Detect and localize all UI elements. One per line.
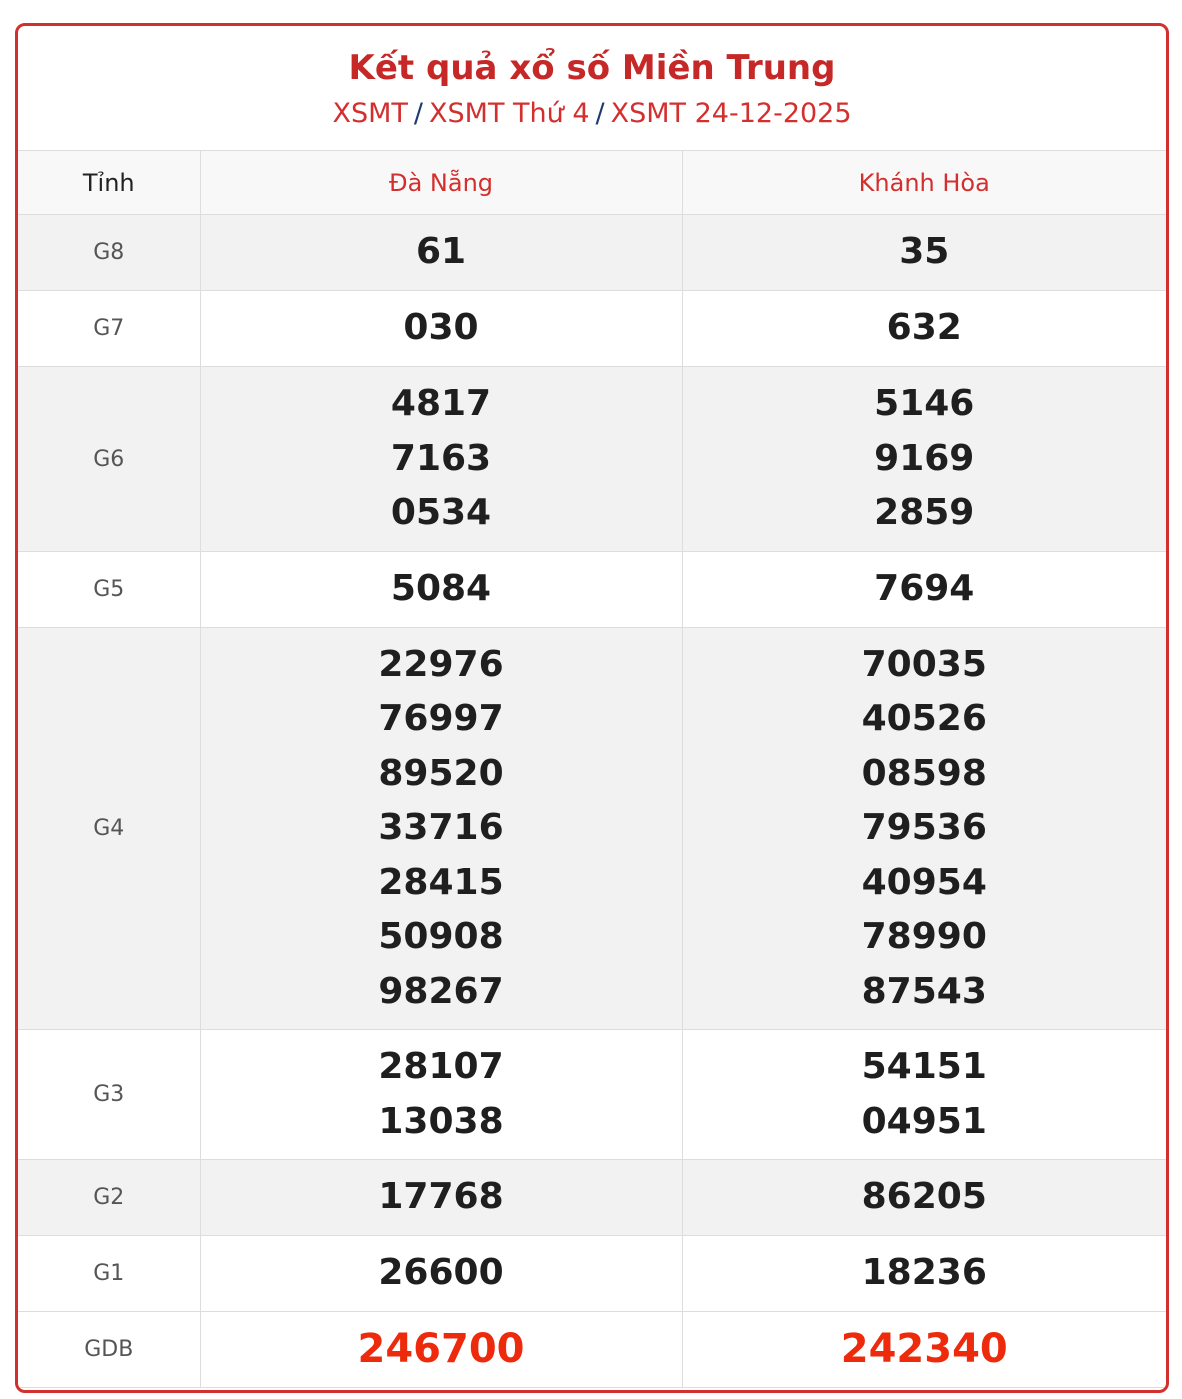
prize-row-g2 bbox=[18, 1160, 1166, 1236]
result-cell-khanh-hoa bbox=[682, 291, 1166, 367]
result-number: 7163 bbox=[390, 437, 492, 479]
prize-row-g3 bbox=[18, 1030, 1166, 1160]
prize-row-g4 bbox=[18, 628, 1166, 1030]
results-table bbox=[18, 150, 1166, 1388]
result-number: 28415 bbox=[378, 861, 504, 903]
prize-row-g8 bbox=[18, 215, 1166, 291]
result-cell-khanh-hoa bbox=[682, 1160, 1166, 1236]
result-number: 35 bbox=[899, 231, 950, 273]
column-header-khanh-hoa[interactable]: Khánh Hòa bbox=[682, 151, 1166, 215]
result-cell-da-nang bbox=[200, 367, 682, 552]
result-number: 40526 bbox=[861, 698, 987, 740]
result-number: 0534 bbox=[390, 492, 492, 534]
prize-label: GDB bbox=[18, 1312, 200, 1388]
prize-label: G8 bbox=[18, 215, 200, 291]
result-cell-da-nang bbox=[200, 628, 682, 1030]
result-cell-da-nang bbox=[200, 215, 682, 291]
breadcrumb-link-weekday[interactable]: XSMT Thứ 4 bbox=[429, 98, 590, 129]
prize-row-g1 bbox=[18, 1236, 1166, 1312]
breadcrumb bbox=[18, 96, 1166, 132]
table-header-row bbox=[18, 151, 1166, 215]
result-number: 28107 bbox=[378, 1046, 504, 1088]
result-cell-khanh-hoa bbox=[682, 628, 1166, 1030]
result-cell-da-nang bbox=[200, 552, 682, 628]
result-number: 79536 bbox=[861, 807, 987, 849]
result-cell-khanh-hoa bbox=[682, 1030, 1166, 1160]
prize-label: G2 bbox=[18, 1160, 200, 1236]
result-number: 40954 bbox=[861, 861, 987, 903]
result-cell-khanh-hoa bbox=[682, 552, 1166, 628]
result-number: 2859 bbox=[874, 492, 975, 534]
result-number: 50908 bbox=[378, 916, 504, 958]
special-result-cell-khanh-hoa bbox=[682, 1312, 1166, 1388]
prize-row-g7 bbox=[18, 291, 1166, 367]
result-number: 87543 bbox=[861, 970, 987, 1012]
column-header-province-label: Tỉnh bbox=[18, 151, 200, 215]
result-number: 22976 bbox=[378, 644, 504, 686]
prize-row-g5 bbox=[18, 552, 1166, 628]
prize-label: G1 bbox=[18, 1236, 200, 1312]
breadcrumb-separator: / bbox=[413, 98, 424, 129]
result-cell-khanh-hoa bbox=[682, 367, 1166, 552]
special-result-number: 242340 bbox=[840, 1326, 1008, 1373]
breadcrumb-link-xsmt[interactable]: XSMT bbox=[332, 98, 408, 129]
special-result-cell-da-nang bbox=[200, 1312, 682, 1388]
result-number: 13038 bbox=[378, 1100, 504, 1142]
prize-label: G4 bbox=[18, 628, 200, 1030]
special-result-number: 246700 bbox=[357, 1326, 525, 1373]
result-number: 5084 bbox=[390, 568, 492, 610]
prize-label: G3 bbox=[18, 1030, 200, 1160]
result-number: 04951 bbox=[861, 1100, 987, 1142]
result-number: 18236 bbox=[861, 1252, 987, 1294]
result-number: 7694 bbox=[874, 568, 975, 610]
result-number: 89520 bbox=[378, 752, 504, 794]
result-number: 17768 bbox=[378, 1176, 504, 1218]
result-number: 08598 bbox=[861, 752, 987, 794]
result-number: 78990 bbox=[861, 916, 987, 958]
result-number: 70035 bbox=[861, 644, 987, 686]
result-cell-da-nang bbox=[200, 1160, 682, 1236]
result-number: 030 bbox=[403, 307, 479, 349]
prize-label: G7 bbox=[18, 291, 200, 367]
result-number: 632 bbox=[886, 307, 962, 349]
result-number: 86205 bbox=[861, 1176, 987, 1218]
result-number: 5146 bbox=[874, 383, 975, 425]
result-number: 76997 bbox=[378, 698, 504, 740]
page-title: Kết quả xổ số Miền Trung bbox=[348, 48, 836, 88]
result-cell-da-nang bbox=[200, 291, 682, 367]
prize-row-g6 bbox=[18, 367, 1166, 552]
result-number: 9169 bbox=[874, 437, 975, 479]
result-number: 98267 bbox=[378, 970, 504, 1012]
result-cell-da-nang bbox=[200, 1236, 682, 1312]
column-header-da-nang[interactable]: Đà Nẵng bbox=[200, 151, 682, 215]
result-number: 4817 bbox=[390, 383, 492, 425]
prize-label: G5 bbox=[18, 552, 200, 628]
result-cell-khanh-hoa bbox=[682, 215, 1166, 291]
result-cell-da-nang bbox=[200, 1030, 682, 1160]
breadcrumb-separator: / bbox=[595, 98, 605, 129]
breadcrumb-link-date[interactable]: XSMT 24-12-2025 bbox=[610, 98, 852, 129]
result-cell-khanh-hoa bbox=[682, 1236, 1166, 1312]
results-header bbox=[18, 26, 1166, 150]
result-number: 26600 bbox=[378, 1252, 504, 1294]
result-number: 54151 bbox=[861, 1046, 987, 1088]
result-number: 61 bbox=[415, 231, 467, 273]
results-card bbox=[15, 23, 1169, 1393]
prize-row-special bbox=[18, 1312, 1166, 1388]
result-number: 33716 bbox=[378, 807, 504, 849]
prize-label: G6 bbox=[18, 367, 200, 552]
